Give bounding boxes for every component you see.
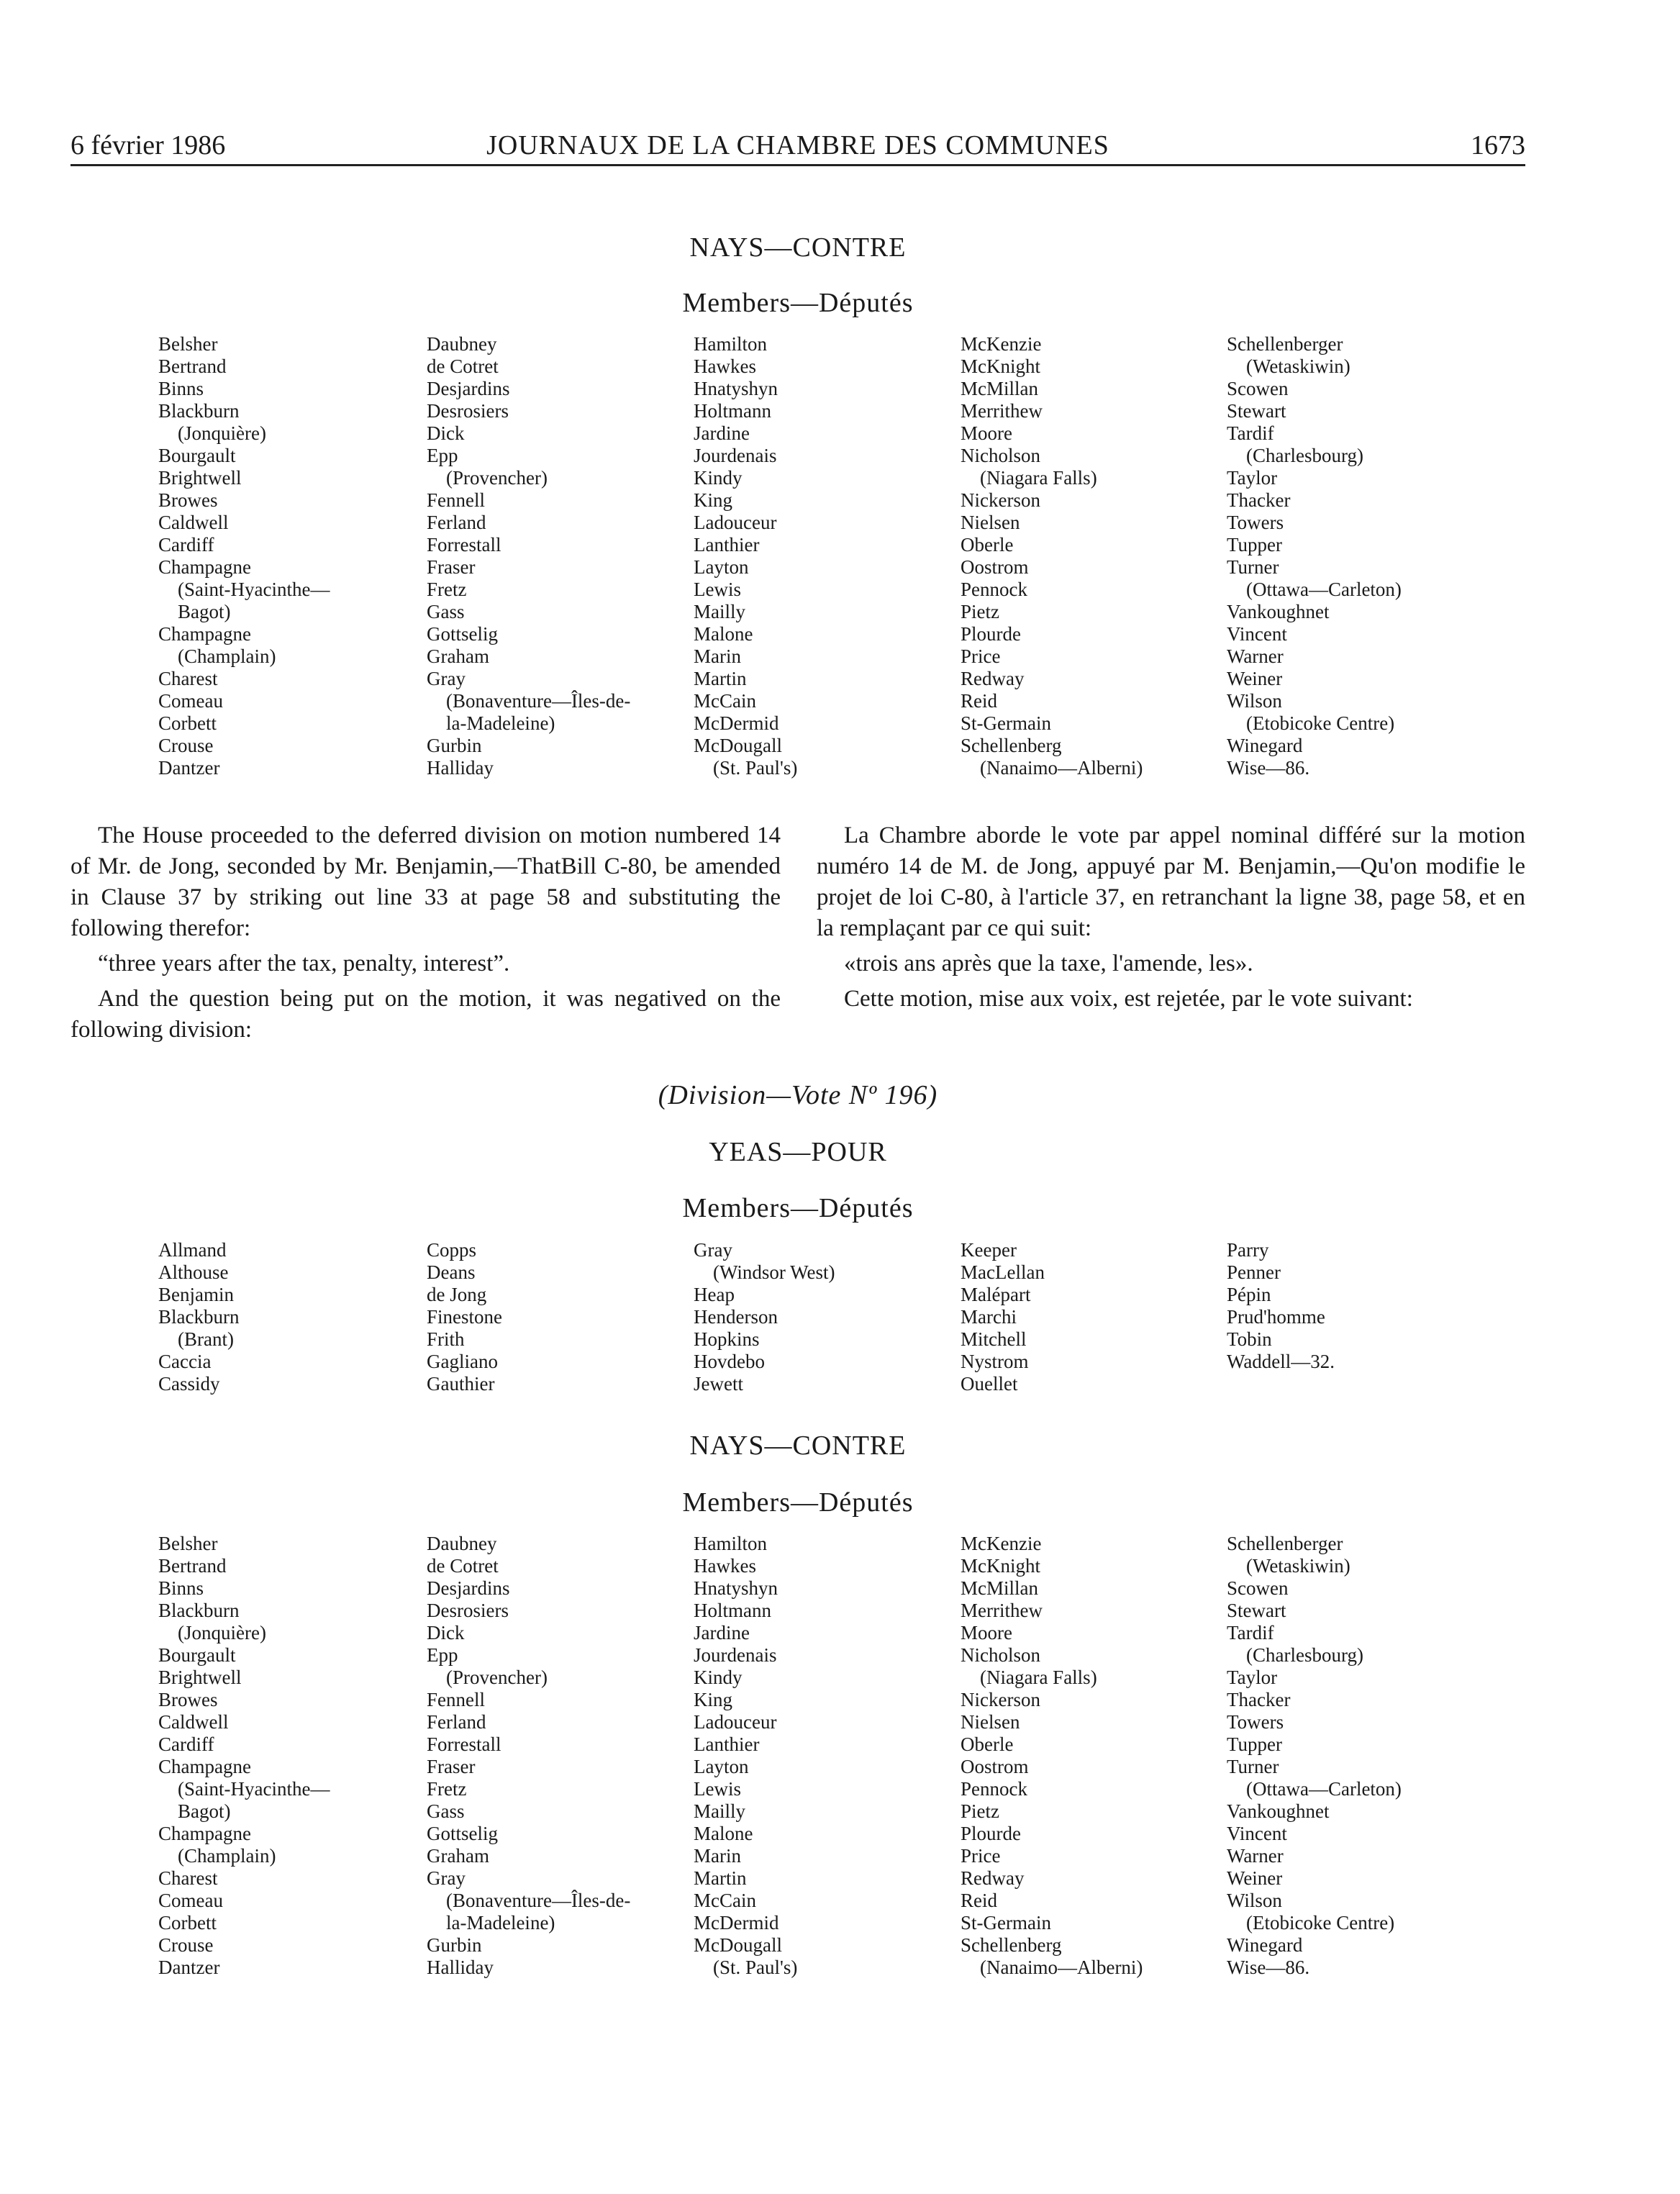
member-name: Comeau — [158, 690, 223, 712]
member-name: Layton — [694, 1756, 749, 1777]
division-label: (Division—Vote Nº 196) — [658, 1080, 938, 1110]
members-subheading-yeas: Members—Députés — [682, 1193, 914, 1223]
member-name: Hawkes — [694, 355, 756, 377]
member-name: King — [694, 489, 732, 511]
member-name: Turner — [1227, 1756, 1279, 1777]
member-name: Winegard — [1227, 1934, 1303, 1956]
member-name: Deans — [427, 1261, 476, 1283]
member-name: Blackburn — [158, 400, 240, 422]
member-name: Mailly — [694, 1800, 745, 1822]
member-name: Mitchell — [961, 1328, 1027, 1350]
member-name: (Nanaimo—Alberni) — [961, 757, 1143, 779]
motion-english — [71, 820, 781, 1046]
member-name: (Champlain) — [158, 1845, 276, 1867]
nays-members-list-1 — [158, 333, 1525, 779]
member-name: Warner — [1227, 1845, 1284, 1867]
member-name: Ladouceur — [694, 512, 777, 533]
yeas-heading: YEAS—POUR — [709, 1137, 887, 1167]
member-name: Desrosiers — [427, 400, 509, 422]
motion-french — [817, 820, 1525, 1015]
member-name: Warner — [1227, 645, 1284, 667]
member-name: Binns — [158, 378, 204, 399]
member-name: MacLellan — [961, 1261, 1045, 1283]
member-name: Cardiff — [158, 534, 214, 556]
member-name: Holtmann — [694, 400, 771, 422]
motion-english-p2: “three years after the tax, penalty, interest”. — [98, 951, 510, 976]
member-name: Stewart — [1227, 1600, 1286, 1621]
member-name: Finestone — [427, 1306, 502, 1328]
member-name: Bertrand — [158, 1555, 227, 1577]
member-name: Heap — [694, 1284, 735, 1305]
member-name: Dick — [427, 1622, 465, 1644]
member-name: Wilson — [1227, 1890, 1282, 1911]
member-name: Binns — [158, 1577, 204, 1599]
members-column-3 — [694, 1239, 938, 1395]
member-name: Taylor — [1227, 1667, 1278, 1688]
member-name: (Ottawa—Carleton) — [1227, 1778, 1402, 1800]
member-name: Marchi — [961, 1306, 1017, 1328]
member-name: Gauthier — [427, 1373, 495, 1395]
member-name: Epp — [427, 1644, 458, 1666]
member-name: Frith — [427, 1328, 465, 1350]
member-name: Daubney — [427, 333, 497, 355]
member-name: Jardine — [694, 1622, 750, 1644]
yeas-members-list — [158, 1239, 1525, 1405]
member-name: (Saint-Hyacinthe— — [158, 579, 330, 600]
member-name: Nicholson — [961, 445, 1040, 466]
member-name: Browes — [158, 1689, 218, 1710]
header-title: JOURNAUX DE LA CHAMBRE DES COMMUNES — [486, 130, 1109, 160]
member-name: McKnight — [961, 1555, 1040, 1577]
member-name: Martin — [694, 1867, 747, 1889]
member-name: Wise—86. — [1227, 757, 1310, 779]
members-subheading-1: Members—Députés — [682, 288, 914, 318]
member-name: (Provencher) — [427, 467, 548, 489]
member-name: Comeau — [158, 1890, 223, 1911]
member-name: Prud'homme — [1227, 1306, 1325, 1328]
member-name: Desjardins — [427, 1577, 510, 1599]
member-name: Gass — [427, 1800, 465, 1822]
motion-french-p1: La Chambre aborde le vote par appel nominal différé sur la motion numéro 14 de M. de Jong, appuyé par M. Benjamin,—Qu'on modifie le projet de loi C-80, à l'article 37, en retranchant la ligne 38, page 58, et en la remplaçant par ce qui suit: — [817, 822, 1525, 941]
member-name: Champagne — [158, 623, 251, 645]
motion-english-p1: The House proceeded to the deferred division on motion numbered 14 of Mr. de Jong, seconded by Mr. Benjamin,—ThatBill C-80, be amended in Clause 37 by striking out line 33 at page 58 and substituting the following therefor: — [71, 822, 781, 941]
member-name: Tobin — [1227, 1328, 1272, 1350]
members-column-4 — [961, 1239, 1205, 1395]
member-name: Hopkins — [694, 1328, 760, 1350]
member-name: Layton — [694, 556, 749, 578]
member-name: Copps — [427, 1239, 477, 1261]
member-name: McDermid — [694, 1912, 779, 1934]
member-name: Moore — [961, 1622, 1012, 1644]
member-name: Plourde — [961, 1823, 1021, 1844]
members-column-1 — [158, 1239, 403, 1395]
member-name: Schellenberger — [1227, 333, 1343, 355]
member-name: Stewart — [1227, 400, 1286, 422]
member-name: McMillan — [961, 378, 1038, 399]
member-name: (Bonaventure—Îles-de- — [427, 690, 631, 712]
page-number: 1673 — [1471, 130, 1525, 160]
member-name: Jourdenais — [694, 1644, 777, 1666]
member-name: McDermid — [694, 712, 779, 734]
member-name: de Jong — [427, 1284, 487, 1305]
member-name: Dick — [427, 422, 465, 444]
member-name: Weiner — [1227, 668, 1283, 689]
member-name: Dantzer — [158, 1957, 220, 1978]
member-name: Waddell—32. — [1227, 1351, 1335, 1372]
member-name: Nielsen — [961, 1711, 1020, 1733]
member-name: Brightwell — [158, 1667, 242, 1688]
member-name: Blackburn — [158, 1600, 240, 1621]
member-name: Ferland — [427, 512, 486, 533]
member-name: Epp — [427, 445, 458, 466]
member-name: Tupper — [1227, 1733, 1283, 1755]
member-name: (Nanaimo—Alberni) — [961, 1957, 1143, 1978]
member-name: McKenzie — [961, 1533, 1042, 1554]
member-name: Oostrom — [961, 1756, 1029, 1777]
member-name: Lanthier — [694, 1733, 760, 1755]
member-name: Belsher — [158, 1533, 218, 1554]
member-name: Nicholson — [961, 1644, 1040, 1666]
member-name: Thacker — [1227, 1689, 1291, 1710]
member-name: Hawkes — [694, 1555, 756, 1577]
member-name: Jewett — [694, 1373, 743, 1395]
member-name: Bertrand — [158, 355, 227, 377]
member-name: (Bonaventure—Îles-de- — [427, 1890, 631, 1911]
member-name: (Charlesbourg) — [1227, 445, 1363, 466]
member-name: Graham — [427, 1845, 489, 1867]
member-name: Daubney — [427, 1533, 497, 1554]
member-name: Oberle — [961, 534, 1014, 556]
member-name: (Charlesbourg) — [1227, 1644, 1363, 1666]
member-name: Fennell — [427, 1689, 485, 1710]
member-name: Fraser — [427, 556, 476, 578]
member-name: (Niagara Falls) — [961, 467, 1097, 489]
members-column-1 — [158, 333, 403, 779]
member-name: Allmand — [158, 1239, 227, 1261]
member-name: Champagne — [158, 1823, 251, 1844]
member-name: Schellenberger — [1227, 1533, 1343, 1554]
motion-english-p3: And the question being put on the motion, it was negatived on the following division: — [71, 986, 781, 1043]
member-name: Penner — [1227, 1261, 1281, 1283]
member-name: Mailly — [694, 601, 745, 622]
member-name: Price — [961, 645, 1001, 667]
member-name: Marin — [694, 645, 741, 667]
member-name: Charest — [158, 1867, 218, 1889]
member-name: Malone — [694, 1823, 753, 1844]
member-name: Taylor — [1227, 467, 1278, 489]
member-name: Kindy — [694, 1667, 743, 1688]
member-name: Fretz — [427, 1778, 467, 1800]
member-name: Crouse — [158, 735, 214, 756]
member-name: Towers — [1227, 512, 1284, 533]
member-name: McKenzie — [961, 333, 1042, 355]
member-name: Halliday — [427, 1957, 494, 1978]
member-name: Brightwell — [158, 467, 242, 489]
member-name: Nickerson — [961, 489, 1040, 511]
member-name: Desjardins — [427, 378, 510, 399]
member-name: Schellenberg — [961, 1934, 1062, 1956]
member-name: McCain — [694, 690, 756, 712]
member-name: Martin — [694, 668, 747, 689]
member-name: Gass — [427, 601, 465, 622]
member-name: Fennell — [427, 489, 485, 511]
member-name: Althouse — [158, 1261, 229, 1283]
member-name: Gagliano — [427, 1351, 498, 1372]
member-name: Charest — [158, 668, 218, 689]
member-name: la-Madeleine) — [427, 1912, 555, 1934]
member-name: Malone — [694, 623, 753, 645]
member-name: Thacker — [1227, 489, 1291, 511]
member-name: McMillan — [961, 1577, 1038, 1599]
member-name: Forrestall — [427, 534, 501, 556]
member-name: Scowen — [1227, 1577, 1289, 1599]
member-name: Lanthier — [694, 534, 760, 556]
member-name: McDougall — [694, 1934, 782, 1956]
member-name: Bourgault — [158, 1644, 236, 1666]
member-name: Reid — [961, 1890, 997, 1911]
member-name: Tupper — [1227, 534, 1283, 556]
member-name: Nielsen — [961, 512, 1020, 533]
member-name: King — [694, 1689, 732, 1710]
member-name: Cassidy — [158, 1373, 220, 1395]
member-name: McCain — [694, 1890, 756, 1911]
member-name: Pennock — [961, 579, 1027, 600]
member-name: Nickerson — [961, 1689, 1040, 1710]
member-name: Winegard — [1227, 735, 1303, 756]
motion-french-p3: Cette motion, mise aux voix, est rejetée, par le vote suivant: — [844, 986, 1413, 1012]
member-name: de Cotret — [427, 1555, 499, 1577]
member-name: Pennock — [961, 1778, 1027, 1800]
member-name: Price — [961, 1845, 1001, 1867]
member-name: Gottselig — [427, 623, 498, 645]
member-name: Parry — [1227, 1239, 1269, 1261]
member-name: (Wetaskiwin) — [1227, 1555, 1350, 1577]
member-name: Gray — [427, 668, 466, 689]
member-name: McDougall — [694, 735, 782, 756]
member-name: Vincent — [1227, 1823, 1287, 1844]
member-name: Holtmann — [694, 1600, 771, 1621]
member-name: Graham — [427, 645, 489, 667]
member-name: Merrithew — [961, 1600, 1043, 1621]
members-column-3 — [694, 333, 938, 779]
member-name: Gurbin — [427, 735, 482, 756]
member-name: Vincent — [1227, 623, 1287, 645]
member-name: Tardif — [1227, 1622, 1274, 1644]
members-column-2 — [427, 1533, 671, 1979]
member-name: St-Germain — [961, 712, 1051, 734]
member-name: de Cotret — [427, 355, 499, 377]
member-name: (Saint-Hyacinthe— — [158, 1778, 330, 1800]
member-name: Merrithew — [961, 400, 1043, 422]
motion-french-p2: «trois ans après que la taxe, l'amende, les». — [844, 951, 1253, 976]
member-name: (Brant) — [158, 1328, 234, 1350]
member-name: Hamilton — [694, 333, 767, 355]
members-column-1 — [158, 1533, 403, 1979]
members-column-2 — [427, 1239, 671, 1395]
member-name: Nystrom — [961, 1351, 1029, 1372]
member-name: McKnight — [961, 355, 1040, 377]
member-name: Gray — [694, 1239, 732, 1261]
member-name: (Jonquière) — [158, 1622, 266, 1644]
page-header — [71, 130, 1525, 166]
member-name: (St. Paul's) — [694, 1957, 798, 1978]
member-name: Crouse — [158, 1934, 214, 1956]
member-name: Browes — [158, 489, 218, 511]
member-name: Gottselig — [427, 1823, 498, 1844]
member-name: St-Germain — [961, 1912, 1051, 1934]
member-name: Ferland — [427, 1711, 486, 1733]
member-name: (Wetaskiwin) — [1227, 355, 1350, 377]
members-column-5 — [1227, 1239, 1471, 1373]
member-name: Keeper — [961, 1239, 1017, 1261]
member-name: Lewis — [694, 579, 741, 600]
member-name: Plourde — [961, 623, 1021, 645]
member-name: (St. Paul's) — [694, 757, 798, 779]
member-name: Redway — [961, 668, 1025, 689]
member-name: Lewis — [694, 1778, 741, 1800]
member-name: Redway — [961, 1867, 1025, 1889]
member-name: Malépart — [961, 1284, 1031, 1305]
member-name: Ouellet — [961, 1373, 1018, 1395]
member-name: Tardif — [1227, 422, 1274, 444]
member-name: (Provencher) — [427, 1667, 548, 1688]
member-name: Cardiff — [158, 1733, 214, 1755]
member-name: Pietz — [961, 1800, 999, 1822]
member-name: Bagot) — [158, 1800, 231, 1822]
member-name: Pépin — [1227, 1284, 1271, 1305]
member-name: Oostrom — [961, 556, 1029, 578]
members-subheading-2: Members—Députés — [682, 1487, 914, 1518]
member-name: Blackburn — [158, 1306, 240, 1328]
member-name: (Champlain) — [158, 645, 276, 667]
members-column-4 — [961, 1533, 1205, 1979]
member-name: Wise—86. — [1227, 1957, 1310, 1978]
member-name: Champagne — [158, 556, 251, 578]
member-name: Turner — [1227, 556, 1279, 578]
members-column-4 — [961, 333, 1205, 779]
member-name: Vankoughnet — [1227, 1800, 1330, 1822]
member-name: Dantzer — [158, 757, 220, 779]
member-name: (Ottawa—Carleton) — [1227, 579, 1402, 600]
member-name: Scowen — [1227, 378, 1289, 399]
members-column-3 — [694, 1533, 938, 1979]
member-name: Caldwell — [158, 512, 229, 533]
member-name: Hnatyshyn — [694, 1577, 778, 1599]
member-name: Weiner — [1227, 1867, 1283, 1889]
member-name: Vankoughnet — [1227, 601, 1330, 622]
member-name: Ladouceur — [694, 1711, 777, 1733]
member-name: (Niagara Falls) — [961, 1667, 1097, 1688]
member-name: Forrestall — [427, 1733, 501, 1755]
member-name: (Etobicoke Centre) — [1227, 1912, 1395, 1934]
member-name: Jardine — [694, 422, 750, 444]
nays-members-list-2 — [158, 1533, 1525, 1979]
member-name: Marin — [694, 1845, 741, 1867]
member-name: Moore — [961, 422, 1012, 444]
member-name: Desrosiers — [427, 1600, 509, 1621]
members-column-5 — [1227, 333, 1471, 779]
member-name: Hovdebo — [694, 1351, 765, 1372]
nays-heading-1: NAYS—CONTRE — [689, 232, 907, 263]
member-name: Kindy — [694, 467, 743, 489]
member-name: Wilson — [1227, 690, 1282, 712]
header-date: 6 février 1986 — [71, 130, 226, 160]
member-name: Pietz — [961, 601, 999, 622]
member-name: Hamilton — [694, 1533, 767, 1554]
member-name: Gray — [427, 1867, 466, 1889]
member-name: Champagne — [158, 1756, 251, 1777]
member-name: Caccia — [158, 1351, 212, 1372]
member-name: Caldwell — [158, 1711, 229, 1733]
member-name: Fretz — [427, 579, 467, 600]
member-name: Henderson — [694, 1306, 778, 1328]
member-name: Fraser — [427, 1756, 476, 1777]
member-name: Halliday — [427, 757, 494, 779]
member-name: (Etobicoke Centre) — [1227, 712, 1395, 734]
member-name: la-Madeleine) — [427, 712, 555, 734]
member-name: Belsher — [158, 333, 218, 355]
member-name: Corbett — [158, 1912, 217, 1934]
member-name: Oberle — [961, 1733, 1014, 1755]
member-name: Gurbin — [427, 1934, 482, 1956]
member-name: Bagot) — [158, 601, 231, 622]
members-column-5 — [1227, 1533, 1471, 1979]
members-column-2 — [427, 333, 671, 779]
member-name: Corbett — [158, 712, 217, 734]
member-name: Schellenberg — [961, 735, 1062, 756]
member-name: (Windsor West) — [694, 1261, 835, 1283]
member-name: Towers — [1227, 1711, 1284, 1733]
member-name: Bourgault — [158, 445, 236, 466]
member-name: (Jonquière) — [158, 422, 266, 444]
member-name: Jourdenais — [694, 445, 777, 466]
member-name: Benjamin — [158, 1284, 234, 1305]
member-name: Reid — [961, 690, 997, 712]
nays-heading-2: NAYS—CONTRE — [689, 1431, 907, 1461]
member-name: Hnatyshyn — [694, 378, 778, 399]
